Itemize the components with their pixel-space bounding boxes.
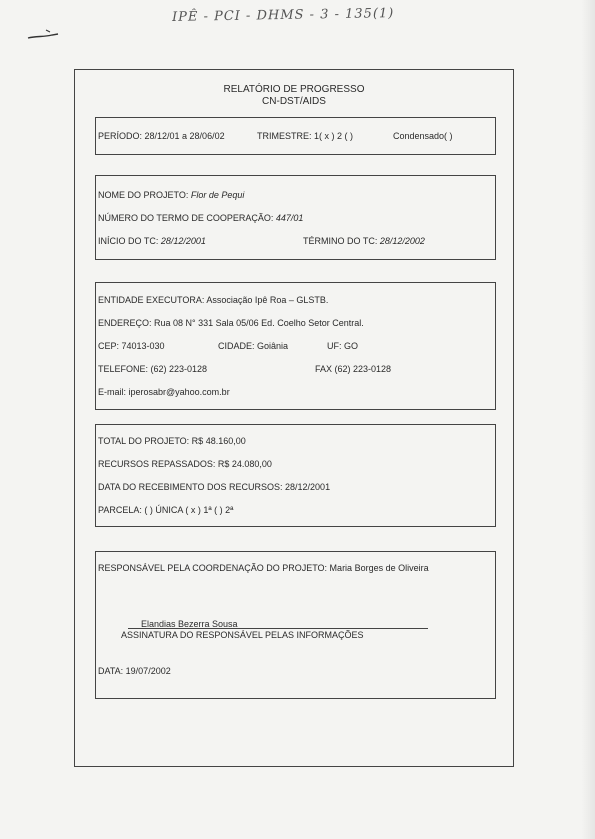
entity-section [95,282,496,410]
project-name-value: Flor de Pequi [190,190,245,200]
postal-code: CEP: 74013-030 [98,341,165,351]
start-date-label: INÍCIO DO TC: [98,236,159,246]
responsible-section [95,551,496,699]
end-date-value: 28/12/2002 [379,236,425,246]
report-form [74,69,514,767]
executing-entity: ENTIDADE EXECUTORA: Associação Ipê Roa – GLSTB. [98,295,329,305]
fax: FAX (62) 223-0128 [315,364,392,374]
term-number-label: NÚMERO DO TERMO DE COOPERAÇÃO: [98,213,274,223]
start-date-value: 28/12/2001 [160,236,206,246]
receipt-date: DATA DO RECEBIMENTO DOS RECURSOS: 28/12/2001 [98,482,331,492]
signature-label: ASSINATURA DO RESPONSÁVEL PELAS INFORMAÇÕES [121,630,364,640]
email: E-mail: iperosabr@yahoo.com.br [98,387,230,397]
page-edge-shadow [581,0,595,839]
transferred-resources: RECURSOS REPASSADOS: R$ 24.080,00 [98,459,272,469]
condensed-text: Condensado( ) [393,131,453,141]
pen-mark-icon [26,24,66,44]
resources-section [95,424,496,527]
signer-name: Elandias Bezerra Sousa [141,619,238,629]
term-number-value: 447/01 [275,213,304,223]
project-name-label: NOME DO PROJETO: [98,190,189,200]
state: UF: GO [327,341,358,351]
end-date-label: TÉRMINO DO TC: [303,236,378,246]
report-title: RELATÓRIO DE PROGRESSO [223,84,365,95]
phone: TELEFONE: (62) 223-0128 [98,364,208,374]
start-date-row [98,236,206,246]
project-name-row [98,190,244,200]
period-section [95,117,496,155]
address: ENDEREÇO: Rua 08 N° 331 Sala 05/06 Ed. Coelho Setor Central. [98,318,364,328]
project-total: TOTAL DO PROJETO: R$ 48.160,00 [98,436,246,446]
period-text: PERÍODO: 28/12/01 a 28/06/02 [98,131,225,141]
report-subtitle: CN-DST/AIDS [262,96,326,107]
end-date-row [303,236,425,246]
coordinator: RESPONSÁVEL PELA COORDENAÇÃO DO PROJETO: Maria Borges de Oliveira [98,563,429,573]
term-number-row [98,213,303,223]
quarter-text: TRIMESTRE: 1( x ) 2 ( ) [257,131,354,141]
report-header [75,84,513,108]
report-date: DATA: 19/07/2002 [98,666,171,676]
city: CIDADE: Goiânia [218,341,289,351]
signature-line [128,628,428,629]
handwritten-reference: IPÊ - PCI - DHMS - 3 - 135(1) [171,6,395,25]
project-section [95,175,496,260]
installment: PARCELA: ( ) ÚNICA ( x ) 1ª ( ) 2ª [98,505,234,515]
